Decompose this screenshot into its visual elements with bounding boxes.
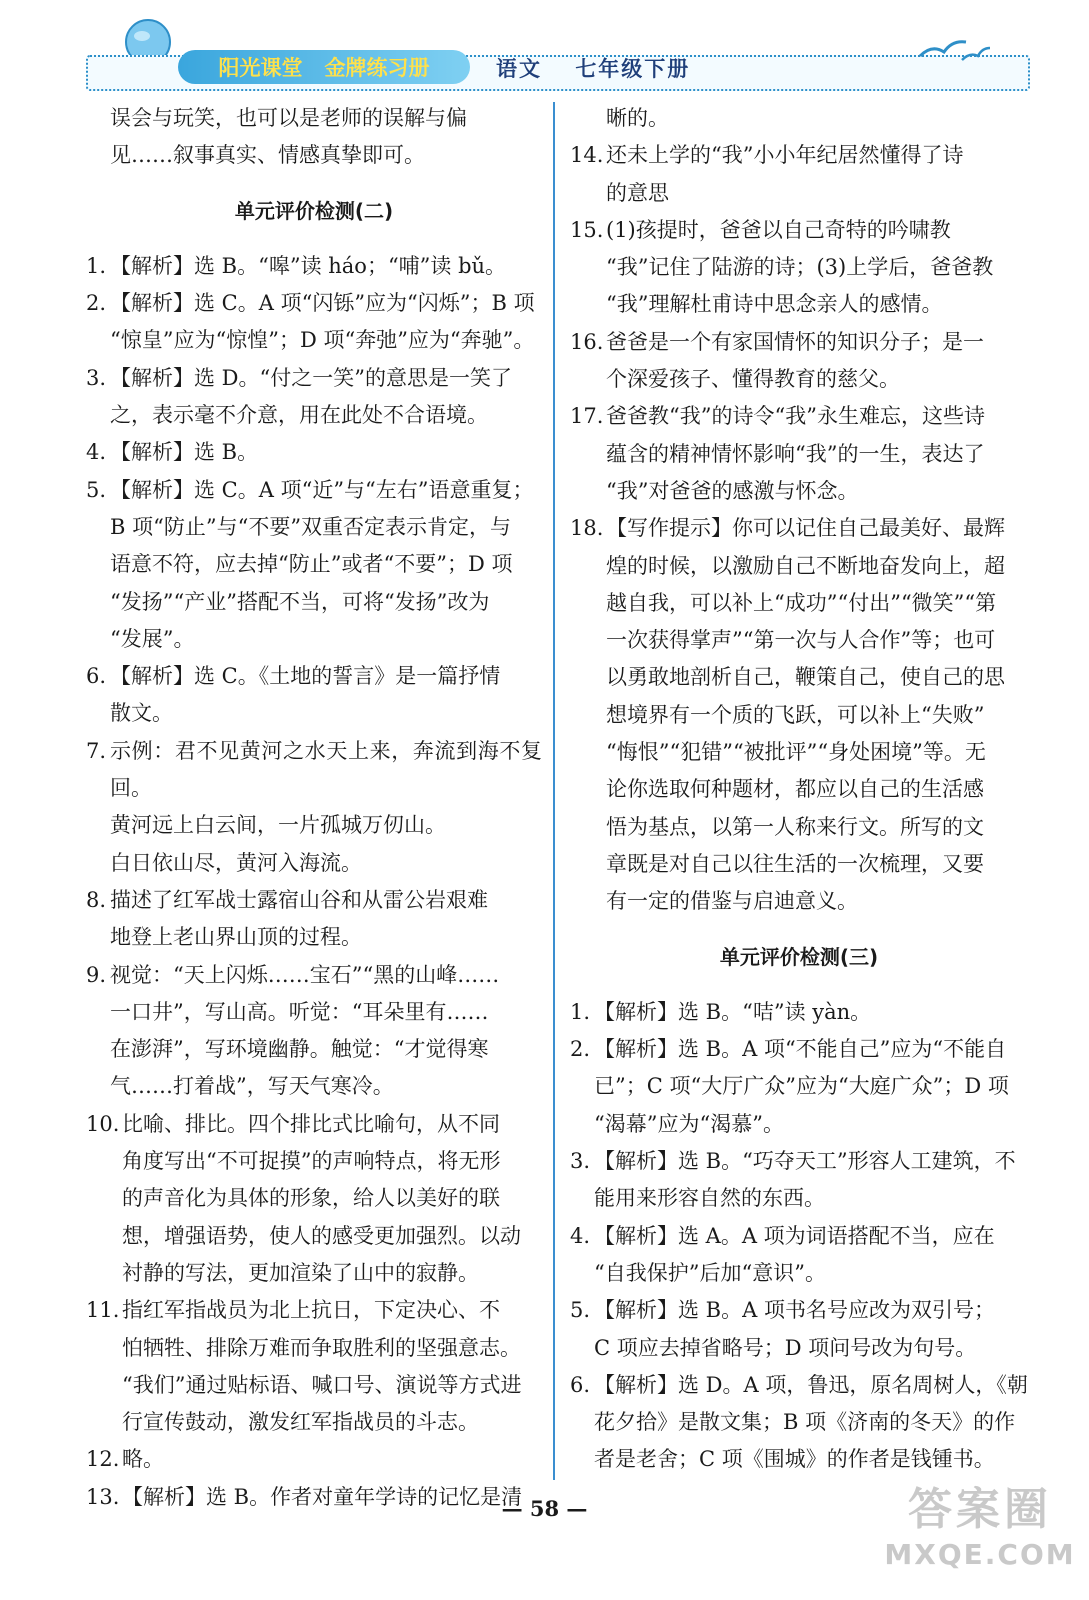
continued-paragraph: 误会与玩笑，也可以是老师的误解与偏 见……叙事真实、情感真挚即可。	[110, 106, 467, 168]
answer-item: 10. 比喻、排比。四个排比式比喻句，从不同 角度写出“不可捉摸”的声响特点，将无形 的声音化为具体的形象，给人以美好的联 想，增强语势，使人的感受更加强烈。以动 衬静的写法，更加渲染了山中的寂静。	[86, 1111, 521, 1285]
answer-item: 5. 【解析】选 C。A 项“近”与“左右”语意重复； B 项“防止”与“不要”双重否定表示肯定，与 语意不符，应去掉“防止”或者“不要”；D 项 “发扬”“产业”搭配不当，可将“发扬”改为 “发展”。	[86, 477, 534, 651]
answer-item: 11. 指红军指战员为北上抗日，下定决心、不 怕牺牲、排除万难而争取胜利的坚强意志。 “我们”通过贴标语、喊口号、演说等方式进 行宣传鼓动，激发红军指战员的斗志。	[86, 1298, 522, 1435]
birds-decoration-icon	[916, 30, 996, 70]
answer-item: 4. 【解析】选 A。A 项为词语搭配不当，应在 “自我保护”后加“意识”。	[570, 1223, 995, 1285]
answer-item: 1. 【解析】选 B。“嗥”读 háo；“哺”读 bǔ。	[86, 253, 507, 278]
answer-item: 14. 还未上学的“我”小小年纪居然懂得了诗 的意思	[570, 143, 964, 205]
watermark-text: 答案圈	[908, 1484, 1052, 1535]
watermark-url: MXQE.COM	[884, 1538, 1076, 1571]
subject-name: 语文	[496, 57, 542, 81]
subject-label	[496, 53, 714, 83]
answer-item: 13. 【解析】选 B。作者对童年学诗的记忆是清	[86, 1484, 523, 1509]
answer-item: 1. 【解析】选 B。“咭”读 yàn。	[570, 999, 872, 1024]
section-title: 单元评价检测(二)	[234, 198, 394, 223]
brand-banner	[178, 50, 470, 84]
answer-item: 16. 爸爸是一个有家国情怀的知识分子；是一 个深爱孩子、懂得教育的慈父。	[570, 329, 984, 392]
watermark-logo	[880, 1482, 1080, 1592]
answer-item: 4. 【解析】选 B。	[86, 440, 259, 465]
answer-item: 6. 【解析】选 C。《土地的誓言》是一篇抒情 散文。	[86, 664, 501, 726]
answer-item: 18. 【写作提示】你可以记住自己最美好、最辉 煌的时候，以激励自己不断地奋发向上，超 越自我，可以补上“成功”“付出”“微笑”“第 一次获得掌声”“第一次与人合作”等；也可 以勇敢地剖析自己，鞭策自己，使自己的思 想境界有一个质的飞跃，可以补上“失败” “悔恨”“犯错”“被批评”“身处困境”等。无 论你选取何种题材，都应以自己的生活感 悟为基点，以第一人称来行文。所写的文 章既是对自己以往生活的一次梳理，又要 有一定的借鉴与启迪意义。	[570, 516, 1005, 914]
answer-item: 3. 【解析】选 D。“付之一笑”的意思是一笑了 之，表示毫不介意，用在此处不合语境。	[86, 365, 512, 428]
brand-series-b: 金牌练习册	[324, 56, 430, 80]
answer-item: 9. 视觉：“天上闪烁……宝石”“黑的山峰…… 一口井”，写山高。听觉：“耳朵里有…… 在澎湃”，写环境幽静。触觉：“才觉得寒 气……打着战”，写天气寒冷。	[86, 962, 500, 1099]
column-divider	[553, 102, 555, 1480]
answer-item: 6. 【解析】选 D。A 项，鲁迅，原名周树人，《朝 花夕拾》是散文集；B 项《济南的冬天》的作 者是老舍；C 项《围城》的作者是钱锺书。	[570, 1372, 1028, 1472]
answer-item: 12. 略。	[86, 1447, 164, 1472]
left-column	[86, 100, 542, 1516]
continued-paragraph: 晰的。	[606, 106, 669, 130]
answer-item: 2. 【解析】选 B。A 项“不能自己”应为“不能自 已”；C 项“大厅广众”应为“大庭广众”；D 项 “渴幕”应为“渴慕”。	[570, 1037, 1009, 1136]
answer-item: 15. (1)孩提时，爸爸以自己奇特的吟啸教 “我”记住了陆游的诗；(3)上学后，爸爸教 “我”理解杜甫诗中思念亲人的感情。	[570, 217, 994, 317]
right-column	[570, 100, 1028, 1479]
answer-item: 8. 描述了红军战士露宿山谷和从雷公岩艰难 地登上老山界山顶的过程。	[86, 887, 488, 950]
answer-item: 2. 【解析】选 C。A 项“闪铄”应为“闪烁”；B 项 “惊皇”应为“惊惶”；D 项“奔弛”应为“奔驰”。	[86, 291, 535, 353]
section-title: 单元评价检测(三)	[719, 944, 879, 969]
answer-item: 5. 【解析】选 B。A 项书名号应改为双引号； C 项应去掉省略号；D 项问号改为句号。	[570, 1298, 995, 1360]
answer-item: 3. 【解析】选 B。“巧夺天工”形容人工建筑，不 能用来形容自然的东西。	[570, 1149, 1016, 1211]
grade-name: 七年级下册	[575, 57, 691, 81]
page-number: — 58 —	[501, 1496, 588, 1521]
brand-series-a: 阳光课堂	[218, 56, 303, 80]
page-header	[0, 0, 1089, 100]
answer-item: 7. 示例：君不见黄河之水天上来，奔流到海不复回。 黄河远上白云间，一片孤城万仞山。 白日依山尽，黄河入海流。	[86, 738, 542, 875]
answer-item: 17. 爸爸教“我”的诗令“我”永生难忘，这些诗 蕴含的精神情怀影响“我”的一生，表达了 “我”对爸爸的感激与怀念。	[570, 404, 985, 503]
